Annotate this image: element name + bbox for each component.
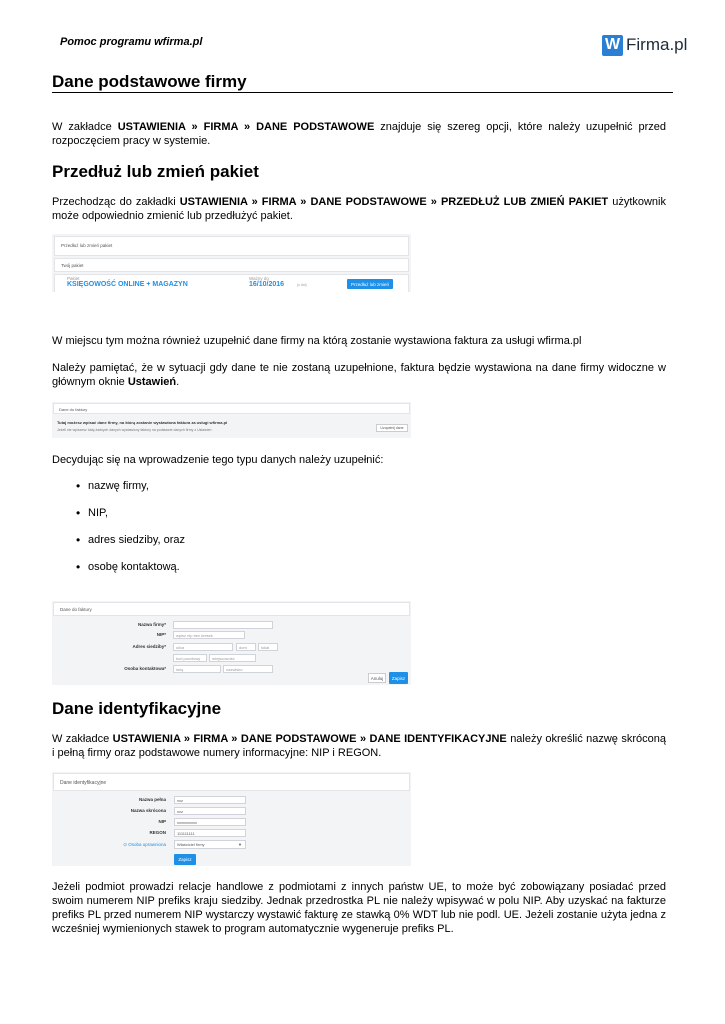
firstname-input[interactable]: imię	[173, 665, 221, 673]
lastname-input[interactable]: nazwisko	[223, 665, 273, 673]
section-title-package: Przedłuż lub zmień pakiet	[52, 162, 259, 181]
short-name-input[interactable]: xxz	[174, 807, 246, 815]
nip-input[interactable]: wpisz nip bez kresek	[173, 631, 245, 639]
package-panel-header	[54, 236, 409, 256]
chevron-down-icon: ▼	[238, 842, 242, 847]
invoice-form-title: Dane do faktury	[60, 607, 92, 612]
street-input[interactable]: ulica	[173, 643, 233, 651]
id-nip-input[interactable]: xxxxxxxxxx	[174, 818, 246, 826]
valid-days-note: (x dni)	[297, 283, 307, 287]
intro-paragraph: W zakładce USTAWIENIA » FIRMA » DANE PODSTAWOWE znajduje się szereg opcji, które należy uzupełnić przed rozpoczęciem pracy w systemie.	[52, 121, 666, 147]
package-paragraph: Przechodząc do zakładki USTAWIENIA » FIRMA » DANE PODSTAWOWE » PRZEDŁUŻ LUB ZMIEŃ PAKIET użytkownik może odpowiednio zmienić lub przedłużyć pakiet.	[52, 196, 666, 222]
eu-prefix-paragraph: Jeżeli podmiot prowadzi relacje handlowe z podmiotami z innych państw UE, to może być zobowiązany posiadać przed swoim numerem NIP prefiks kraju siedziby. Jednak przedrostka PL nie należy wpisywać w polu NIP. Aby uzyskać na fakturze prefiks PL przed numerem NIP wystarczy wystawić fakturę ze stawką 0% WDT lub nie podl. UE. Jeżeli zostanie użyta jedna z wcześniej wymienionych stawek to program automatycznie wygeneruje prefiks PL.	[52, 881, 666, 935]
valid-until-label: Ważny do	[249, 276, 269, 281]
fill-data-button[interactable]: Uzupełnij dane	[376, 424, 408, 432]
extend-package-button[interactable]: Przedłuż lub zmień	[347, 279, 393, 289]
wfirma-logo	[602, 34, 687, 56]
list-item: • osobę kontaktową.	[76, 561, 185, 588]
company-name-label: Nazwa firmy*	[137, 622, 166, 627]
logo-mark: W	[602, 35, 623, 56]
full-name-input[interactable]: xxz	[174, 796, 246, 804]
invoice-info-line2: Jeżeli nie wpiszesz tutaj żadnych danych wystawiony faktury na podstawie danych firmy z Ustawień	[57, 428, 212, 432]
invoice-info-screenshot	[52, 402, 411, 438]
package-screenshot	[52, 234, 411, 292]
package-value: KSIĘGOWOŚĆ ONLINE + MAGAZYN	[67, 281, 188, 288]
package-panel-title: Przedłuż lub zmień pakiet	[61, 243, 113, 248]
list-item: • NIP,	[76, 507, 185, 534]
save-identification-button[interactable]: Zapisz	[174, 854, 196, 865]
logo-text: Firma.pl	[626, 35, 688, 54]
id-nip-label: NIP	[158, 819, 166, 824]
regon-input[interactable]: 111111111	[174, 829, 246, 837]
package-subheader	[54, 258, 409, 272]
list-item: • nazwę firmy,	[76, 480, 185, 507]
package-label: Pakiet	[67, 276, 80, 281]
city-input[interactable]: miejscowość	[209, 654, 256, 662]
invoice-form-header	[53, 602, 410, 616]
save-invoice-button[interactable]: Zapisz	[389, 672, 408, 684]
flat-input[interactable]: lokal	[258, 643, 278, 651]
nip-label: NIP*	[156, 632, 166, 637]
identification-title: Dane identyfikacyjne	[60, 780, 107, 786]
authorized-person-label[interactable]: ⊙ Osoba uprawniona	[123, 842, 166, 847]
title-divider	[52, 92, 673, 93]
required-fields-list	[76, 480, 185, 588]
list-item: • adres siedziby, oraz	[76, 534, 185, 561]
address-label: Adres siedziby*	[132, 644, 166, 649]
building-input[interactable]: dom	[236, 643, 256, 651]
cancel-button[interactable]: Anuluj	[368, 673, 386, 683]
identification-paragraph: W zakładce USTAWIENIA » FIRMA » DANE PODSTAWOWE » DANE IDENTYFIKACYJNE należy określić nazwę skróconą i pełną firmy oraz podstawowe numery informacyjne: NIP i REGON.	[52, 733, 666, 759]
invoice-info-title: Dane do faktury	[59, 407, 88, 412]
invoice-data-paragraph: W miejscu tym można również uzupełnić dane firmy na którą zostanie wystawiona faktura za usługi wfirma.pl	[52, 335, 582, 347]
zip-input[interactable]: kod pocztowy	[173, 654, 207, 662]
identification-screenshot	[52, 772, 411, 866]
page-title: Dane podstawowe firmy	[52, 72, 247, 91]
invoice-note-paragraph: Należy pamiętać, że w sytuacji gdy dane te nie zostaną uzupełnione, faktura będzie wystawiona na dane firmy widoczne w głównym oknie Ustawień.	[52, 362, 666, 388]
invoice-info-header	[53, 403, 410, 414]
help-icon: ⊙	[123, 842, 129, 847]
regon-label: REGON	[149, 830, 166, 835]
company-name-input[interactable]	[173, 621, 273, 629]
invoice-info-line1: Tutaj możesz wpisać dane firmy, na którą zostanie wystawiona faktura za usługi wfirma.pl	[57, 420, 228, 425]
full-name-label: Nazwa pełna	[138, 797, 166, 802]
document-header-title: Pomoc programu wfirma.pl	[60, 36, 203, 48]
identification-header	[53, 773, 410, 791]
decide-paragraph: Decydując się na wprowadzenie tego typu danych należy uzupełnić:	[52, 454, 384, 466]
short-name-label: Nazwa skrócona	[130, 808, 166, 813]
authorized-person-select[interactable]: Właściciel firmy ▼	[174, 840, 246, 849]
package-subheader-label: Twój pakiet	[61, 263, 84, 268]
package-row	[54, 274, 409, 292]
section-title-identification: Dane identyfikacyjne	[52, 699, 222, 718]
invoice-form-screenshot	[52, 601, 411, 685]
valid-until-value: 16/10/2016	[249, 281, 285, 288]
contact-label: Osoba kontaktowa*	[124, 666, 166, 671]
